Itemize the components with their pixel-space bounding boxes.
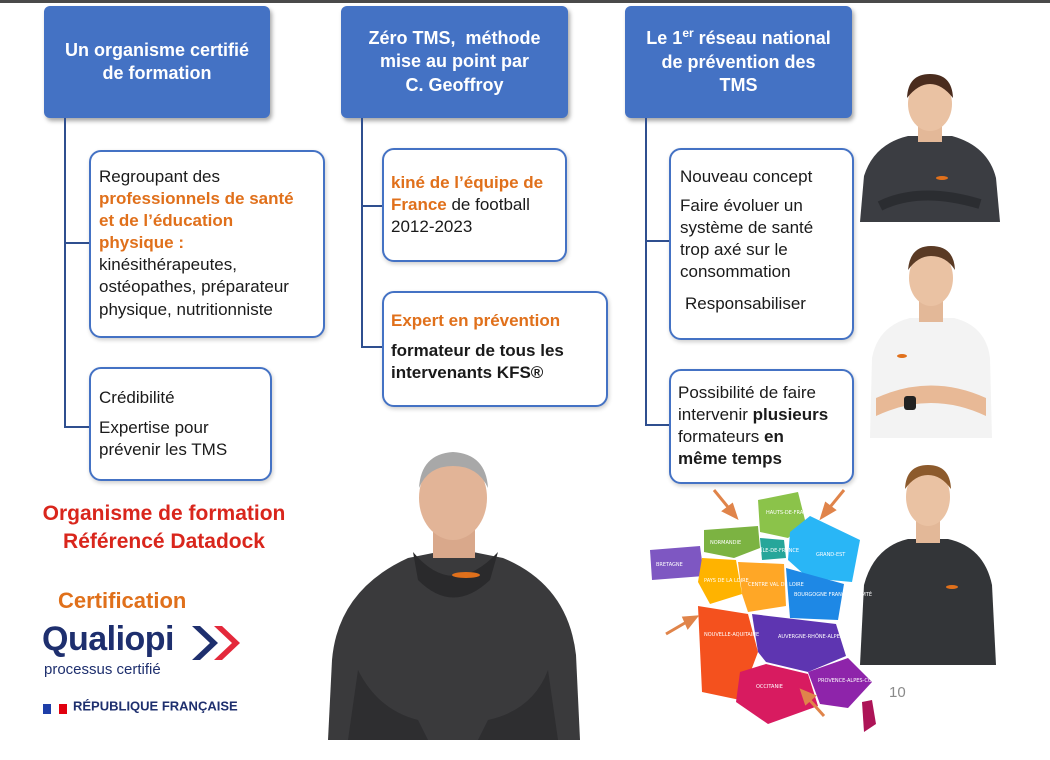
header-line: Un organisme certifié <box>64 39 250 60</box>
box-credibilite <box>89 367 272 481</box>
map-label: BRETAGNE <box>656 562 683 568</box>
header-reseau-national <box>625 6 852 118</box>
map-label: NOUVELLE-AQUITAINE <box>704 632 760 638</box>
map-label: HAUTS-DE-FRANCE <box>766 510 814 516</box>
photo-man-2 <box>866 238 996 438</box>
connector <box>361 205 383 207</box>
map-label: AUVERGNE-RHÔNE-ALPES <box>778 634 844 640</box>
map-label: CORSE <box>860 694 878 700</box>
republique-text: RÉPUBLIQUE FRANÇAISE <box>73 698 238 714</box>
text-line: de football <box>446 195 530 215</box>
box-expert <box>382 291 608 407</box>
header-line: de formation <box>102 63 212 83</box>
text-line: physique, nutritionniste <box>99 299 273 319</box>
text-line: Regroupant des <box>99 167 220 186</box>
qualiopi-subtitle: processus certifié <box>44 661 161 678</box>
text-highlight: kiné de l’équipe de <box>391 173 544 192</box>
header-text: réseau national <box>693 28 831 49</box>
arrow-icon <box>724 505 736 517</box>
text-highlight: Expert en prévention <box>391 311 561 330</box>
text-bold: en <box>763 427 784 447</box>
map-label: ÎLE-DE-FRANCE <box>761 548 799 554</box>
connector <box>64 426 90 428</box>
top-rule <box>0 0 1050 3</box>
photo-c-geoffroy <box>318 440 588 740</box>
header-superscript: er <box>682 26 694 41</box>
map-label: CENTRE VAL DE LOIRE <box>748 582 804 588</box>
text-line: Possibilité de faire <box>678 383 816 402</box>
header-line: Zéro TMS, méthode <box>368 27 541 48</box>
box-nouveau-concept <box>669 148 854 340</box>
map-label: NORMANDIE <box>710 540 742 546</box>
text-line: trop axé sur le <box>680 240 788 260</box>
connector <box>64 242 90 244</box>
text-line: ostéopathes, préparateur <box>99 277 289 297</box>
text-highlight: professionnels de santé <box>99 189 294 209</box>
connector <box>645 424 670 426</box>
page-number: 10 <box>889 684 906 701</box>
header-line: mise au point par <box>379 51 529 72</box>
text-line: intervenir <box>678 405 753 425</box>
connector <box>64 118 66 428</box>
connector <box>361 346 383 348</box>
arrow-icon <box>684 617 696 627</box>
box-possibilite <box>669 369 854 484</box>
qualiopi-wordmark: Qualiopi <box>42 620 174 658</box>
text-line: Faire évoluer un <box>680 196 803 216</box>
connector <box>645 240 670 242</box>
header-text: Le 1 <box>646 28 683 49</box>
text-bold: même temps <box>678 449 782 469</box>
map-label: PAYS DE LA LOIRE <box>704 578 749 584</box>
header-line: TMS <box>719 75 758 96</box>
map-arrows <box>640 480 860 730</box>
header-organisme-certifie <box>44 6 270 118</box>
map-label: BOURGOGNE FRANCHE-COMTÉ <box>794 592 873 598</box>
connector <box>361 118 363 348</box>
header-line <box>640 26 836 50</box>
text-line: Responsabiliser <box>685 294 806 314</box>
text-highlight: France <box>391 195 447 215</box>
text-line: Crédibilité <box>99 388 175 407</box>
qualiopi-chevrons-icon <box>190 624 250 662</box>
box-kine <box>382 148 567 262</box>
datadock-text <box>0 500 328 557</box>
qualiopi-logo <box>40 620 260 680</box>
republique-francaise <box>43 697 238 713</box>
text-line: kinésithérapeutes, <box>99 255 237 275</box>
french-flag-icon <box>43 701 67 711</box>
text-line: prévenir les TMS <box>99 440 228 460</box>
photo-woman-1 <box>860 66 1000 222</box>
text-line: formateurs <box>678 427 764 447</box>
certification-title: Certification <box>58 588 187 613</box>
text-highlight: et de l’éducation <box>99 211 234 231</box>
text-bold: formateur de tous les <box>391 341 564 361</box>
text-line: Nouveau concept <box>680 167 813 186</box>
map-label: GRAND-EST <box>816 552 846 558</box>
map-label: OCCITANIE <box>756 684 783 690</box>
text-line: Expertise pour <box>99 418 209 438</box>
box-regroupant <box>89 150 325 338</box>
datadock-line: Organisme de formation <box>42 502 286 525</box>
header-zero-tms <box>341 6 568 118</box>
text-line: 2012-2023 <box>391 217 473 237</box>
header-line: C. Geoffroy <box>405 74 504 95</box>
datadock-line: Référencé Datadock <box>63 530 265 554</box>
header-line: de prévention des <box>661 51 816 72</box>
connector <box>645 118 647 426</box>
text-bold: plusieurs <box>752 405 829 425</box>
text-bold: intervenants KFS® <box>391 363 544 383</box>
text-line: système de santé <box>680 218 814 238</box>
map-label: PROVENCE-ALPES-CÔTE-D'AZUR <box>818 678 900 684</box>
text-line: consommation <box>680 262 791 282</box>
text-highlight: physique : <box>99 233 185 253</box>
